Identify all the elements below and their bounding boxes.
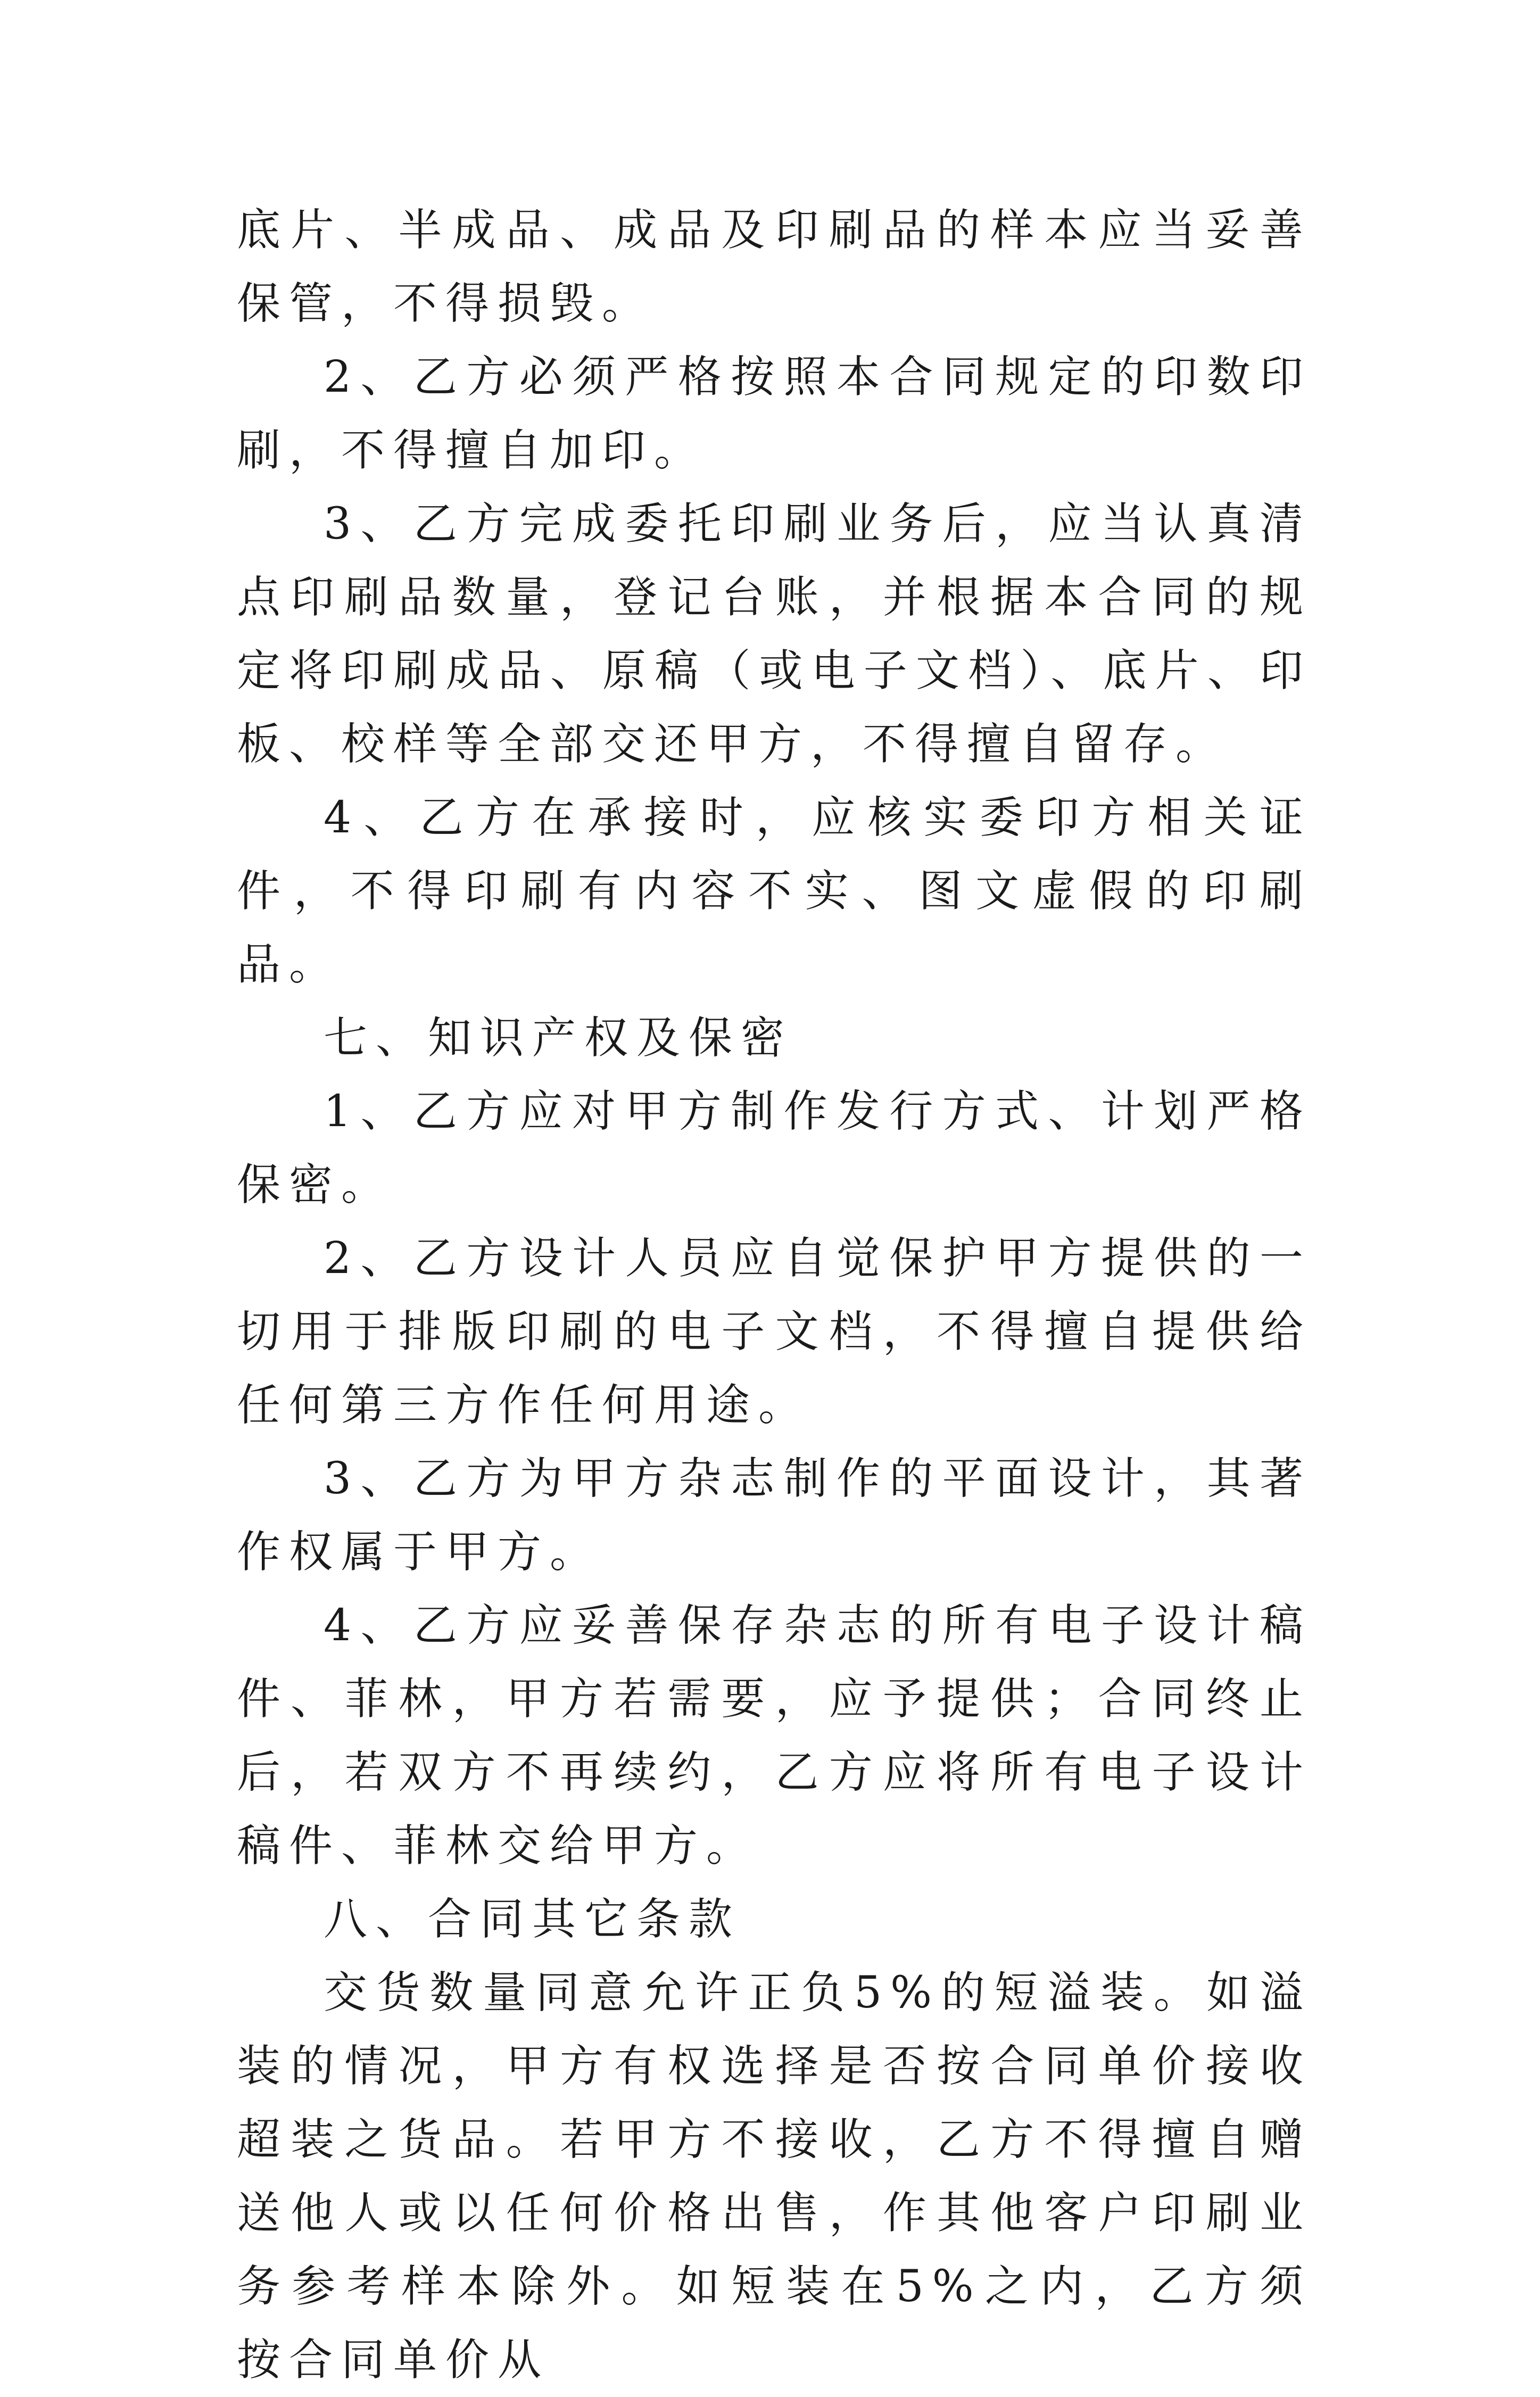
paragraph-ip-clause-4: 4、乙方应妥善保存杂志的所有电子设计稿件、菲林，甲方若需要，应予提供；合同终止后，若双方不再续约，乙方应将所有电子设计稿件、菲林交给甲方。 bbox=[237, 1600, 1312, 1871]
paragraph-ip-clause-3: 3、乙方为甲方杂志制作的平面设计，其著作权属于甲方。 bbox=[237, 1453, 1312, 1577]
section-heading-ip-confidentiality: 七、知识产权及保密 bbox=[324, 1013, 793, 1063]
paragraph-ip-clause-1: 1、乙方应对甲方制作发行方式、计划严格保密。 bbox=[237, 1086, 1312, 1210]
paragraph-clause-2: 2、乙方必须严格按照本合同规定的印数印刷，不得擅自加印。 bbox=[237, 352, 1312, 476]
paragraph-ip-clause-2: 2、乙方设计人员应自觉保护甲方提供的一切用于排版印刷的电子文档，不得擅自提供给任何第三方作任何用途。 bbox=[237, 1233, 1312, 1431]
paragraph-delivery-quantity: 交货数量同意允许正负5%的短溢装。如溢装的情况，甲方有权选择是否按合同单价接收超装之货品。若甲方不接收，乙方不得擅自赠送他人或以任何价格出售，作其他客户印刷业务参考样本除外。如短装在5%之内，乙方须按合同单价从 bbox=[237, 1968, 1312, 2385]
section-heading-other-terms: 八、合同其它条款 bbox=[324, 1894, 741, 1945]
paragraph-clause-4: 4、乙方在承接时，应核实委印方相关证件，不得印刷有内容不实、图文虚假的印刷品。 bbox=[237, 792, 1312, 990]
paragraph-clause-3: 3、乙方完成委托印刷业务后，应当认真清点印刷品数量，登记台账，并根据本合同的规定将印刷成品、原稿（或电子文档）、底片、印板、校样等全部交还甲方，不得擅自留存。 bbox=[237, 499, 1312, 770]
paragraph-continued: 底片、半成品、成品及印刷品的样本应当妥善保管，不得损毁。 bbox=[237, 205, 1312, 329]
document-body bbox=[237, 194, 1312, 2397]
